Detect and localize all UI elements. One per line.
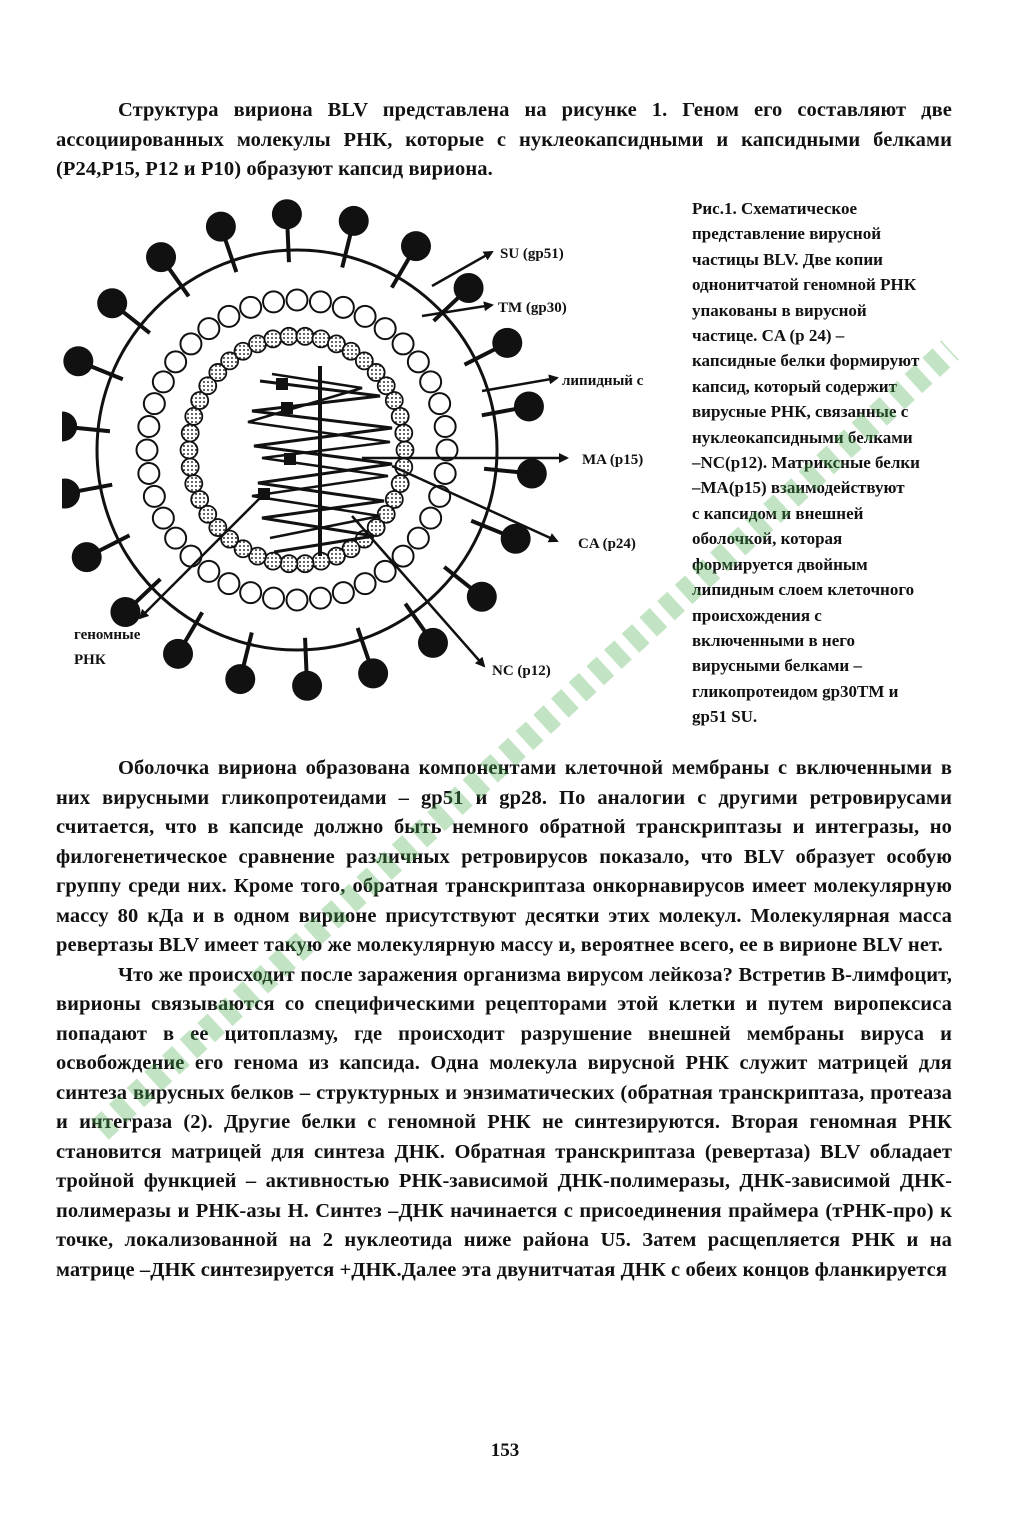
capsid-bead <box>392 475 409 492</box>
caption-line: гликопротеидом gp30TM и <box>692 681 899 701</box>
capsid-bead <box>397 442 414 459</box>
matrix-bead <box>408 351 429 372</box>
matrix-bead <box>144 486 165 507</box>
capsid-bead <box>395 425 412 442</box>
spike-stalk <box>91 367 123 380</box>
matrix-bead <box>218 573 239 594</box>
page-number: 153 <box>490 1440 520 1461</box>
spike-head <box>517 459 547 489</box>
capsid-bead <box>280 328 297 345</box>
spike-stalk <box>471 521 503 534</box>
caption-line: частицы BLV. Две копии <box>692 249 883 269</box>
spike-stalk <box>76 428 110 431</box>
spike-head <box>514 391 544 421</box>
spike-head <box>467 582 497 612</box>
matrix-bead <box>263 291 284 312</box>
body-paragraph-1: Оболочка вириона образована компонентами клеточной мембраны с включенными в них вирусными гликопротеидами – gp51 и gp28. По аналогии с другими ретровирусами считается, что в капсиде должно быть немного обратной транскриптазы и интегразы, но филогенетическое сравнение различных ретровирусов показало, что BLV образует особую группу среди них. Кроме того, обратная транскриптаза онкорнавирусов имеет молекулярную массу 80 кДа и в одном вирионе присутствуют десятки этих молекул. Молекулярная масса ревертазы BLV имеет такую же молекулярную массу и, вероятнее всего, ее в вирионе BLV нет. <box>56 757 952 956</box>
capsid-bead <box>313 330 330 347</box>
capsid-bead <box>264 330 281 347</box>
caption-line: вирусные РНК, связанные с <box>692 402 909 422</box>
virion-diagram <box>62 196 682 741</box>
matrix-bead <box>138 463 159 484</box>
spike-head <box>62 479 80 509</box>
matrix-bead <box>375 561 396 582</box>
spike-head <box>146 242 176 272</box>
matrix-bead <box>429 393 450 414</box>
matrix-bead <box>333 297 354 318</box>
spike-stalk <box>288 228 289 262</box>
matrix-bead <box>420 371 441 392</box>
capsid-bead <box>181 442 198 459</box>
intro-text: Структура вириона BLV представлена на рисунке 1. Геном его составляют две ассоциированных молекулы РНК, которые с нуклеокапсидными и капсидными белками (Р24,Р15, Р12 и Р10) образуют капсид вириона. <box>56 99 952 180</box>
glycoprotein-spikes <box>62 199 547 701</box>
spike-head <box>225 664 255 694</box>
matrix-bead <box>420 508 441 529</box>
matrix-bead <box>355 573 376 594</box>
capsid-bead <box>182 425 199 442</box>
matrix-bead <box>180 546 201 567</box>
label-lipid: липидный с <box>562 373 644 389</box>
caption-line: Рис.1. Схематическое <box>692 199 858 218</box>
matrix-bead <box>240 297 261 318</box>
spike-stalk <box>342 235 350 268</box>
capsid-protein-ring <box>181 328 414 572</box>
label-tm: TM (gp30) <box>498 300 567 316</box>
spike-head <box>339 206 369 236</box>
matrix-bead <box>375 318 396 339</box>
matrix-bead <box>240 582 261 603</box>
spike-stalk <box>225 240 236 272</box>
matrix-bead <box>435 463 456 484</box>
caption-line: формируется двойным <box>692 554 868 574</box>
matrix-bead <box>198 318 219 339</box>
matrix-bead <box>310 291 331 312</box>
spike-head <box>72 542 102 572</box>
spike-stalk <box>99 535 129 550</box>
spike-head <box>272 199 302 229</box>
capsid-bead <box>191 491 208 508</box>
caption-line: –MA(p15) взаимодействуют <box>692 478 905 498</box>
matrix-bead <box>333 582 354 603</box>
capsid-bead <box>185 408 202 425</box>
matrix-bead <box>393 546 414 567</box>
matrix-bead <box>153 371 174 392</box>
spike-stalk <box>484 469 518 472</box>
label-su: SU (gp51) <box>500 246 564 262</box>
spike-head <box>292 671 322 701</box>
spike-stalk <box>358 628 369 660</box>
matrix-bead <box>137 440 158 461</box>
capsid-bead <box>392 408 409 425</box>
spike-stalk <box>244 632 252 665</box>
caption-line: –NC(p12). Матриксные белки <box>692 453 920 473</box>
matrix-bead <box>408 528 429 549</box>
capsid-bead <box>185 475 202 492</box>
matrix-bead <box>435 416 456 437</box>
label-genome-2: РНК <box>74 652 106 668</box>
spike-head <box>97 288 127 318</box>
intro-paragraph <box>56 96 952 185</box>
matrix-bead <box>310 588 331 609</box>
caption-line: с капсидом и внешней <box>692 503 864 523</box>
spike-head <box>62 411 77 441</box>
caption-line: частице. CA (p 24) – <box>692 326 845 346</box>
label-genome-1: геномные <box>74 627 141 643</box>
capsid-bead <box>264 553 281 570</box>
caption-line: gp51 SU. <box>692 707 758 727</box>
matrix-bead <box>287 590 308 611</box>
spike-stalk <box>465 349 495 364</box>
capsid-bead <box>386 392 403 409</box>
caption-line: упакованы в вирусной <box>692 300 867 320</box>
spike-stalk <box>482 409 515 415</box>
capsid-bead <box>328 548 345 565</box>
body-paragraph-2: Что же происходит после заражения организма вирусом лейкоза? Встретив В-лимфоцит, вирионы связываются со специфическими рецепторами этой клетки и путем виропексиса попадают в ее цитоплазму, где происходит разрушение внешней мембраны вируса и освобождение его генома из капсида. Одна молекула вирусной РНК служит матрицей для синтеза вирусных белков – структурных и энзиматических (обратная транскриптаза, протеаза и интеграза (2). Другие белки с геномной РНК не синтезируются. Вторая геномная РНК становится матрицей для синтеза ДНК. Обратная транскриптаза (ревертаза) BLV обладает тройной функцией – активностью РНК-зависимой ДНК-полимеразы, ДНК-зависимой ДНК-полимеразы и РНК-азы Н. Синтез –ДНК начинается с присоединения праймера (тРНК-про) к точке, локализованной на 2 нуклеотида ниже района U5. Затем расщепляется РНК и на матрице –ДНК синтезируется +ДНК.Далее эта двунитчатая ДНК с обеих концов фланкируется <box>56 963 952 1281</box>
matrix-bead <box>144 393 165 414</box>
caption-line: вирусными белками – <box>692 656 862 676</box>
matrix-bead <box>198 561 219 582</box>
spike-head <box>418 628 448 658</box>
spike-head <box>401 231 431 261</box>
spike-head <box>63 346 93 376</box>
label-ma: MA (p15) <box>582 452 644 468</box>
capsid-bead <box>297 328 314 345</box>
matrix-bead <box>165 351 186 372</box>
spike-stalk <box>79 485 112 491</box>
matrix-bead <box>393 333 414 354</box>
spike-head <box>206 212 236 242</box>
spike-head <box>358 658 388 688</box>
label-ca: CA (p24) <box>578 536 636 552</box>
spike-head <box>110 597 140 627</box>
caption-line: нуклеокапсидными белками <box>692 427 913 447</box>
caption-line: представление вирусной <box>692 224 882 244</box>
caption-line: включенными в него <box>692 630 856 650</box>
caption-line: липидным слоем клеточного <box>692 580 915 600</box>
matrix-bead <box>165 528 186 549</box>
matrix-bead <box>180 333 201 354</box>
capsid-bead <box>297 555 314 572</box>
label-nc: NC (p12) <box>492 663 551 679</box>
caption-line: оболочкой, которая <box>692 529 843 549</box>
spike-head <box>163 639 193 669</box>
matrix-bead <box>263 588 284 609</box>
matrix-bead <box>153 508 174 529</box>
matrix-bead <box>287 290 308 311</box>
caption-line: капсидные белки формируют <box>692 351 920 371</box>
capsid-bead <box>182 458 199 475</box>
caption-line: капсид, который содержит <box>692 376 897 396</box>
matrix-bead <box>218 306 239 327</box>
capsid-bead <box>280 555 297 572</box>
spike-head <box>492 328 522 358</box>
caption-line: однонитчатой геномной РНК <box>692 275 917 295</box>
caption-line: происхождения с <box>692 605 822 625</box>
capsid-bead <box>249 335 266 352</box>
spike-stalk <box>305 638 306 672</box>
figure-caption <box>692 196 977 730</box>
matrix-bead <box>355 306 376 327</box>
matrix-bead <box>138 416 159 437</box>
body-text <box>56 754 952 1285</box>
spike-head <box>454 273 484 303</box>
